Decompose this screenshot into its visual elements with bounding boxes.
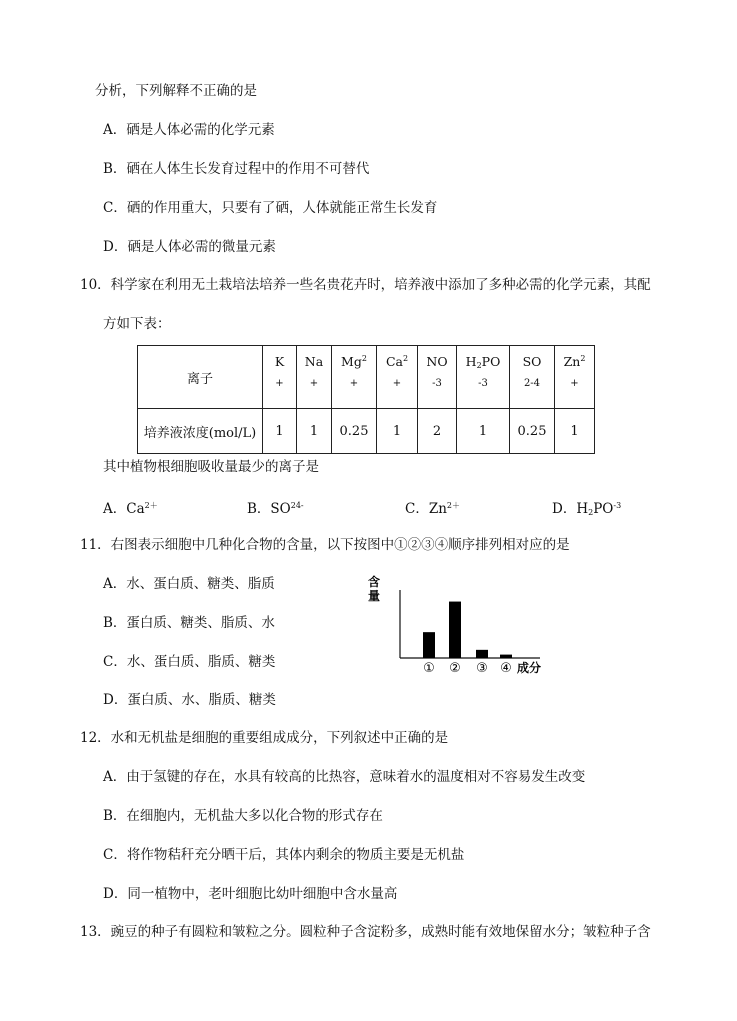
question-12-stem: 12．水和无机盐是细胞的重要组成成分，下列叙述中正确的是 <box>80 730 449 746</box>
table-cell: 1 <box>555 409 595 454</box>
chart-category-label: ④ <box>500 661 512 676</box>
table-cell: 1 <box>377 409 418 454</box>
q12-option-b: B．在细胞内，无机盐大多以化合物的形式存在 <box>103 808 383 824</box>
table-row <box>138 346 595 409</box>
chart-bar <box>423 632 435 658</box>
q11-option-c: C．水、蛋白质、脂质、糖类 <box>103 654 276 670</box>
question-10-ask: 其中植物根细胞吸收量最少的离子是 <box>103 459 319 475</box>
q9-option-b: B．硒在人体生长发育过程中的作用不可替代 <box>103 161 370 177</box>
chart-bar <box>500 655 512 658</box>
question-10-stem-cont: 方如下表： <box>103 316 171 332</box>
q11-option-b: B．蛋白质、糖类、脂质、水 <box>103 615 275 631</box>
question-11-stem: 11．右图表示细胞中几种化合物的含量，以下按图中①②③④顺序排列相对应的是 <box>80 537 570 553</box>
chart-xlabel: 成分 <box>517 661 542 675</box>
q9-option-c: C．硒的作用重大，只要有了硒，人体就能正常生长发育 <box>103 200 438 216</box>
chart-category-label: ③ <box>476 661 488 676</box>
chart-bar <box>449 602 461 658</box>
chart-category-label: ① <box>423 661 435 676</box>
ion-zn: $Zn^2$ + <box>555 346 595 409</box>
q11-option-d: D．蛋白质、水、脂质、糖类 <box>103 692 276 708</box>
q10-option-b: B．$SO^{24-}$ <box>247 501 304 517</box>
text-line: 分析，下列解释不正确的是 <box>95 83 257 99</box>
chart-category-label: ② <box>449 661 461 676</box>
table-header-ion: 离子 <box>138 346 263 409</box>
table-row <box>138 409 595 454</box>
compound-content-chart <box>360 572 560 682</box>
ion-no3: NO -3 <box>418 346 457 409</box>
table-cell: 2 <box>418 409 457 454</box>
table-cell: 0.25 <box>510 409 555 454</box>
table-cell: 0.25 <box>332 409 377 454</box>
q12-option-a: A．由于氢键的存在，水具有较高的比热容，意味着水的温度相对不容易发生改变 <box>103 769 586 785</box>
q10-option-c: C．$Zn^{2+}$ <box>405 501 460 517</box>
q12-option-d: D．同一植物中，老叶细胞比幼叶细胞中含水量高 <box>103 886 398 902</box>
table-cell: 1 <box>263 409 297 454</box>
chart-ylabel-1: 含 <box>368 575 381 589</box>
table-cell: 1 <box>457 409 510 454</box>
q9-option-a: A．硒是人体必需的化学元素 <box>103 122 275 138</box>
q9-option-d: D．硒是人体必需的微量元素 <box>103 239 276 255</box>
q11-option-a: A．水、蛋白质、糖类、脂质 <box>103 576 275 592</box>
ion-mg: $Mg^2$ + <box>332 346 377 409</box>
chart-bar <box>476 650 488 658</box>
table-cell: 1 <box>297 409 332 454</box>
question-13-stem: 13．豌豆的种子有圆粒和皱粒之分。圆粒种子含淀粉多，成熟时能有效地保留水分；皱粒种子含 <box>80 924 651 940</box>
q12-option-c: C．将作物秸秆充分晒干后，其体内剩余的物质主要是无机盐 <box>103 847 465 863</box>
table-header-concentration: 培养液浓度(mol/L) <box>138 409 263 454</box>
ion-so4: SO 2-4 <box>510 346 555 409</box>
ion-k: K + <box>263 346 297 409</box>
ion-table <box>137 345 595 454</box>
q10-option-d: D．$H_2PO^{-3}$ <box>552 501 622 517</box>
question-10-stem: 10．科学家在利用无土栽培法培养一些名贵花卉时，培养液中添加了多种必需的化学元素，其配 <box>80 277 651 293</box>
ion-na: Na + <box>297 346 332 409</box>
ion-h2po3: $H_2PO$ -3 <box>457 346 510 409</box>
ion-ca: $Ca^2$ + <box>377 346 418 409</box>
q10-option-a: A．$Ca^{2+}$ <box>103 501 158 517</box>
chart-ylabel-2: 量 <box>368 589 381 603</box>
